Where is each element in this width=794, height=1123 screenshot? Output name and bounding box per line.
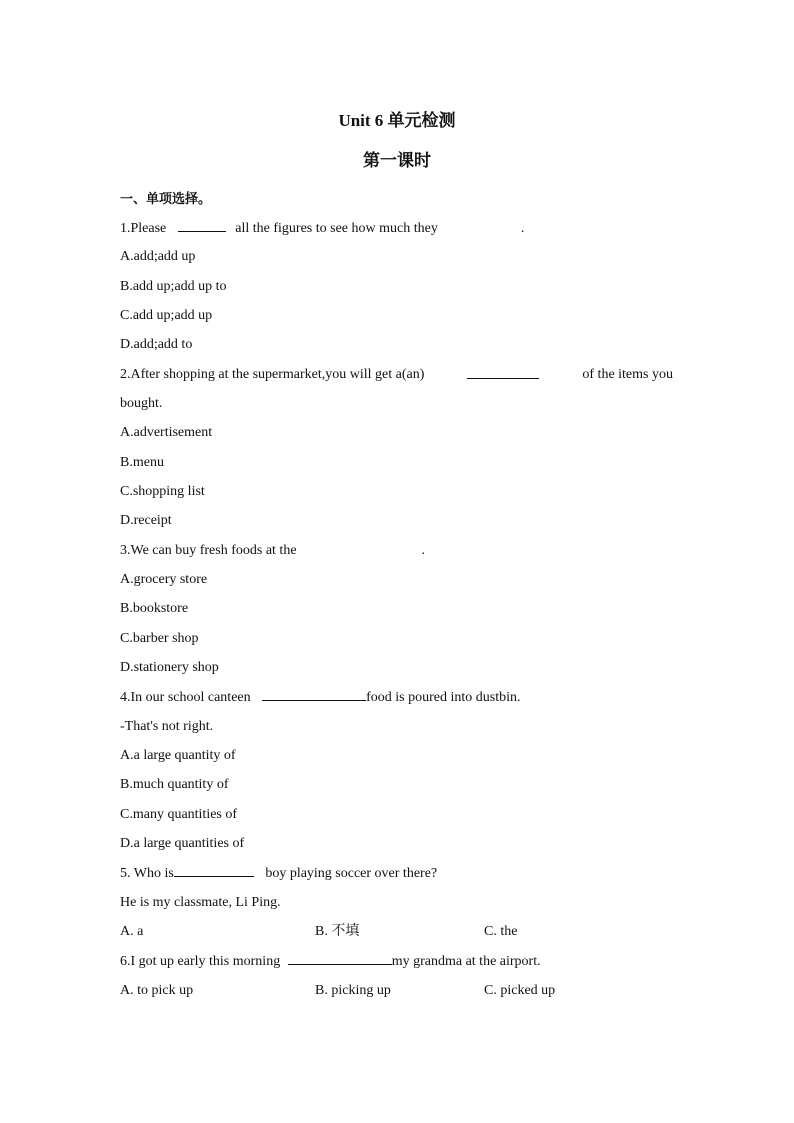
page-subtitle: 第一课时 (363, 151, 431, 170)
question-5-stem (120, 864, 437, 883)
question-stem-text: 5. Who is (120, 866, 174, 881)
question-2-continuation: bought. (120, 396, 163, 411)
question-6-stem (120, 952, 541, 971)
option-d: D.stationery shop (120, 660, 219, 675)
answer-blank (441, 220, 517, 232)
answer-blank (467, 366, 539, 379)
question-4-stem (120, 688, 521, 707)
option-b: B.bookstore (120, 601, 189, 616)
question-stem-text: of the items you (582, 367, 673, 382)
question-stem-text: 6.I got up early this morning (120, 954, 281, 969)
question-stem-text: food is poured into dustbin. (366, 690, 521, 705)
option-b: B.add up;add up to (120, 279, 227, 294)
option-d: D.add;add to (120, 337, 193, 352)
question-3-stem (120, 542, 425, 560)
option-a: A.add;add up (120, 249, 196, 264)
option-c: C. the (484, 924, 518, 939)
question-stem-text: 2.After shopping at the supermarket,you will get a(an) (120, 367, 425, 382)
answer-blank (300, 542, 418, 554)
option-a: A.advertisement (120, 425, 213, 440)
option-a: A.a large quantity of (120, 748, 236, 763)
option-c: C.shopping list (120, 484, 205, 499)
option-c: C.many quantities of (120, 807, 238, 822)
option-a: A. a (120, 924, 144, 939)
option-c: C.add up;add up (120, 308, 213, 323)
option-b: B. picking up (315, 983, 391, 998)
question-stem-end: . (520, 221, 525, 236)
option-b: B.much quantity of (120, 777, 229, 792)
answer-blank (178, 219, 226, 232)
question-2-stem (120, 366, 673, 384)
option-b: B.menu (120, 455, 164, 470)
option-a: A.grocery store (120, 572, 208, 587)
question-stem-text: 3.We can buy fresh foods at the (120, 543, 297, 558)
question-stem-text: my grandma at the airport. (391, 954, 541, 969)
question-stem-text: all the figures to see how much they (235, 221, 438, 236)
question-5-continuation: He is my classmate, Li Ping. (120, 895, 281, 910)
question-stem-text: 4.In our school canteen (120, 690, 251, 705)
option-d: D.receipt (120, 513, 172, 528)
option-c: C. picked up (484, 983, 556, 998)
answer-blank (288, 952, 392, 965)
section-heading: 一、单项选择。 (120, 191, 212, 206)
page-title: Unit 6 单元检测 (338, 111, 456, 130)
question-1-stem (120, 219, 524, 238)
question-4-continuation: -That's not right. (120, 719, 214, 734)
option-a: A. to pick up (120, 983, 194, 998)
option-d: D.a large quantities of (120, 836, 245, 851)
answer-blank (174, 864, 254, 877)
option-c: C.barber shop (120, 631, 199, 646)
option-b: B. 不填 (315, 924, 360, 939)
question-stem-text: 1.Please (120, 221, 167, 236)
answer-blank (262, 688, 366, 701)
question-stem-end: . (421, 543, 426, 558)
question-stem-text: boy playing soccer over there? (265, 866, 438, 881)
